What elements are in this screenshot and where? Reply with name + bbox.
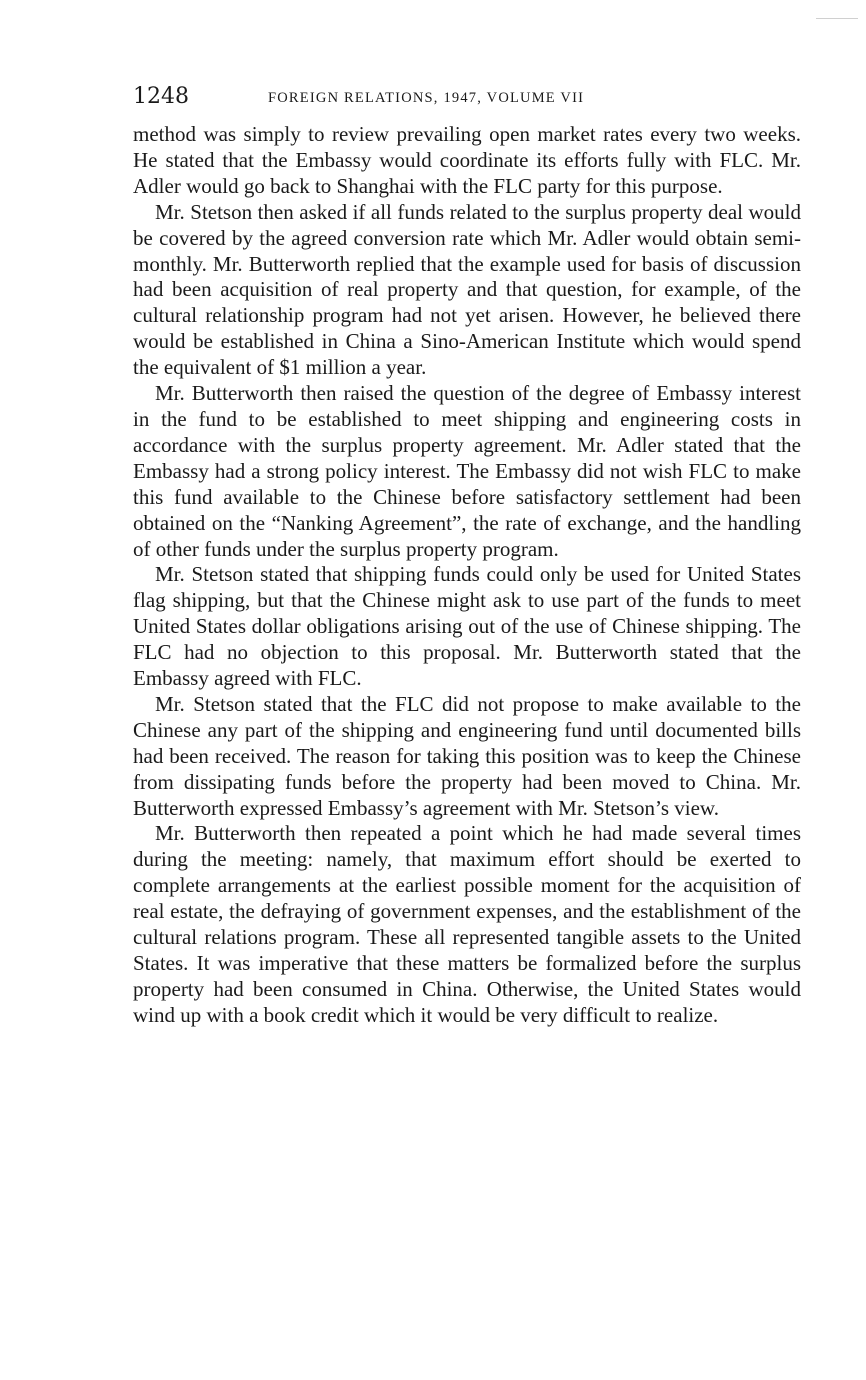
paragraph: Mr. Butterworth then repeated a point which he had made several times during the meeting: namely, that maximum effort should be exerted to complete arrangements at the earliest possible moment for the acquisition of real estate, the defraying of government expenses, and the establishment of the cultural relations program. These all represented tangible assets to the United States. It was imperative that these matters be formalized before the surplus property had been consumed in China. Otherwise, the United States would wind up with a book credit which it would be very difficult to realize. (133, 821, 801, 1027)
paragraph: Mr. Stetson stated that shipping funds could only be used for United States flag shipping, but that the Chinese might ask to use part of the funds to meet United States dollar obligations arising out of the use of Chinese shipping. The FLC had no objection to this proposal. Mr. Butterworth stated that the Embassy agreed with FLC. (133, 562, 801, 691)
scan-artifact-line (816, 18, 858, 19)
paragraph-continued: method was simply to review prevailing open market rates every two weeks. He stated that the Embassy would coordinate its efforts fully with FLC. Mr. Adler would go back to Shanghai with the FLC party for this purpose. (133, 122, 801, 198)
document-page (133, 82, 801, 1029)
paragraph: Mr. Butterworth then raised the question of the degree of Embassy interest in the fund to be established to meet shipping and engineering costs in accordance with the surplus property agreement. Mr. Adler stated that the Embassy had a strong policy interest. The Embassy did not wish FLC to make this fund available to the Chinese before satisfactory settlement had been obtained on the “Nanking Agreement”, the rate of exchange, and the handling of other funds under the surplus property program. (133, 381, 801, 561)
running-header-title: FOREIGN RELATIONS, 1947, VOLUME VII (268, 90, 585, 106)
running-header (133, 82, 801, 112)
document-body (133, 122, 801, 1029)
paragraph: Mr. Stetson then asked if all funds related to the surplus property deal would be covered by the agreed conversion rate which Mr. Adler would obtain semi-monthly. Mr. Butterworth replied that the example used for basis of discussion had been acquisition of real property and that question, for example, of the cultural relationship program had not yet arisen. However, he believed there would be established in China a Sino-American Institute which would spend the equivalent of $1 million a year. (133, 199, 801, 380)
paragraph: Mr. Stetson stated that the FLC did not propose to make available to the Chinese any part of the shipping and engineering fund until documented bills had been received. The reason for taking this position was to keep the Chinese from dissipating funds before the property had been moved to China. Mr. Butterworth expressed Embassy’s agreement with Mr. Stetson’s view. (133, 691, 801, 820)
page-number: 1248 (133, 84, 189, 109)
